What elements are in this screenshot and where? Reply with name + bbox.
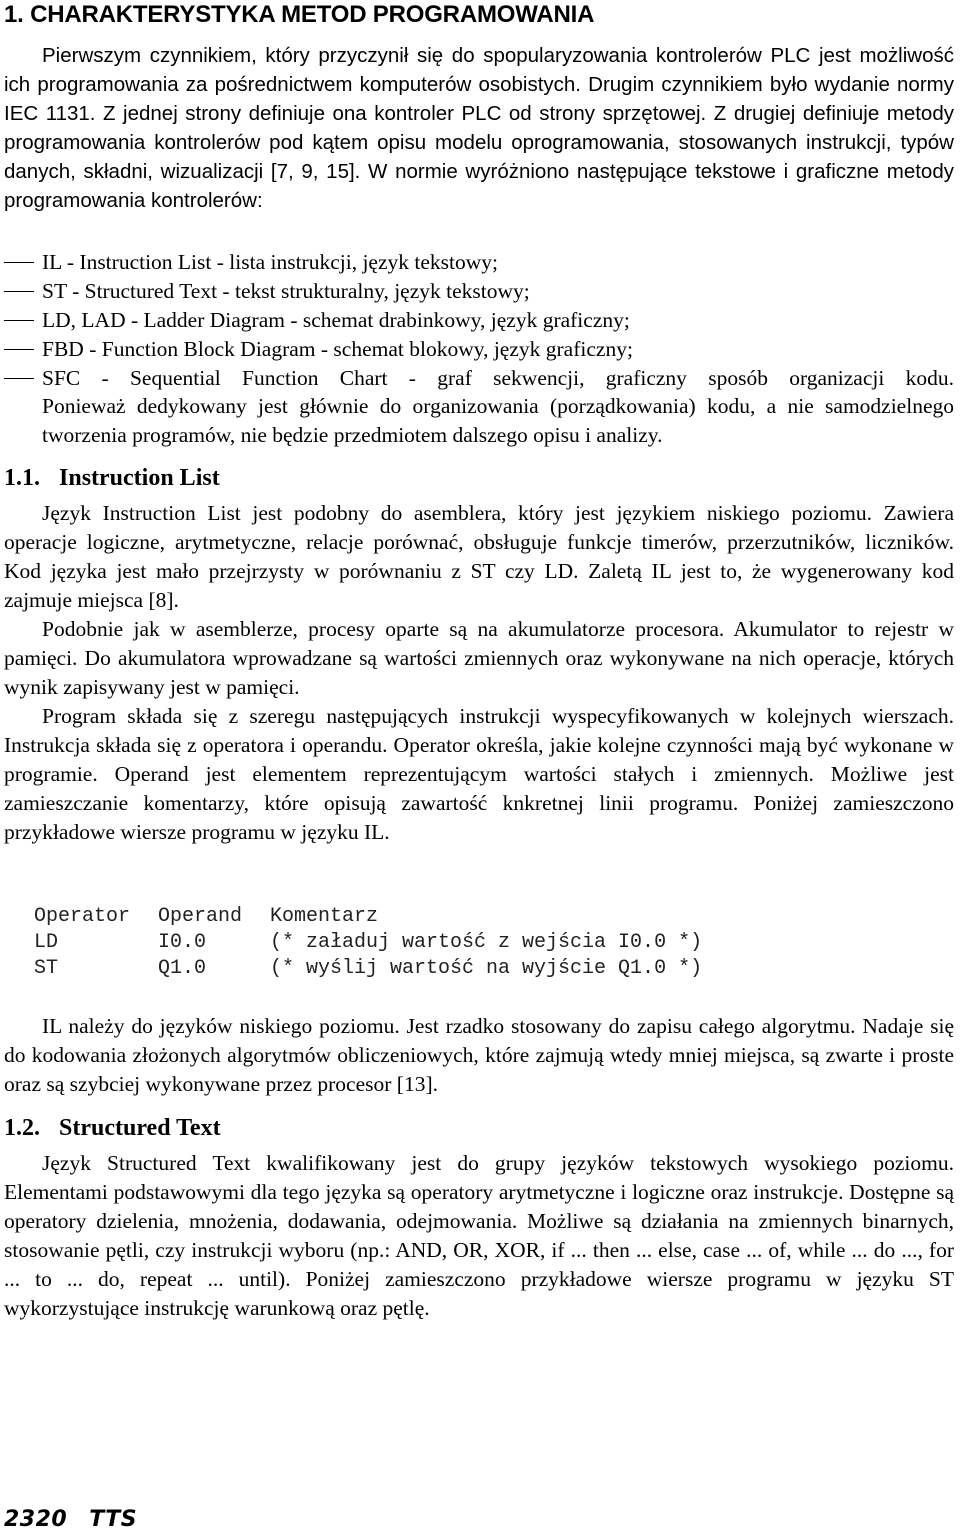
code-header-comment: Komentarz — [270, 905, 379, 928]
code-header-operand: Operand — [158, 905, 243, 928]
il-paragraph-3: Program składa się z szeregu następujących instrukcji wyspecyfikowanych w kolejnych wierszach. Instrukcja składa się z operatora i operandu. Operator określa, jakie kolejne czynności mają być wykonane w programie. Operand jest elementem reprezentującym wartości stałych i zmiennych. Możliwe jest zamieszczanie komentarzy, które opisują zawartość knkretnej linii programu. Poniżej zamieszczono przykładowe wiersze programu w języku IL. — [4, 704, 954, 844]
chapter-title: 1. CHARAKTERYSTYKA METOD PROGRAMOWANIA — [4, 1, 595, 28]
list-item — [4, 248, 954, 277]
list-item-text: SFC - Sequential Function Chart - graf sekwencji, graficzny sposób organizacji kodu. — [42, 366, 954, 390]
dash-bullet — [4, 378, 34, 379]
code-comment: (* wyślij wartość na wyjście Q1.0 *) — [270, 957, 703, 980]
code-operator: LD — [34, 931, 59, 954]
code-comment: (* załaduj wartość z wejścia I0.0 *) — [270, 931, 703, 954]
st-paragraph-1: Język Structured Text kwalifikowany jest do grupy języków tekstowych wysokiego poziomu. Elementami podstawowymi dla tego języka są operatory arytmetyczne i logiczne oraz instrukcje. Dostępne są operatory dzielenia, mnożenia, dodawania, odejmowania. Możliwe są działania na zmiennych binarnych, stosowanie pętli, czy instrukcji wyboru (np.: AND, OR, XOR, if ... then ... else, case ... of, while ... do ..., for ... to ... do, repeat ... until). Poniżej zamieszczono przykładowe wiersze programu w języku ST wykorzystujące instrukcję warunkową oraz pętlę. — [4, 1151, 954, 1320]
list-item — [4, 277, 954, 306]
intro-paragraph: Pierwszym czynnikiem, który przyczynił się do spopularyzowania kontrolerów PLC jest możliwość ich programowania za pośrednictwem komputerów osobistych. Drugim czynnikiem było wydanie normy IEC 1131. Z jednej strony definiuje ona kontroler PLC od strony sprzętowej. Z drugiej definiuje metody programowania kontrolerów pod kątem opisu modelu oprogramowania, stosowanych instrukcji, typów danych, składni, wizualizacji [7, 9, 15]. W normie wyróżniono następujące tekstowe i graficzne metody programowania kontrolerów: — [4, 44, 954, 212]
list-item-text: ST - Structured Text - tekst strukturalny, język tekstowy; — [42, 279, 530, 303]
list-item-text: IL - Instruction List - lista instrukcji, język tekstowy; — [42, 250, 498, 274]
code-row — [34, 930, 702, 956]
code-operand: I0.0 — [158, 931, 207, 954]
list-item — [4, 364, 954, 393]
list-item — [4, 335, 954, 364]
methods-list — [4, 248, 954, 393]
il-paragraph-2: Podobnie jak w asemblerze, procesy oparte są na akumulatorze procesora. Akumulator to rejestr w pamięci. Do akumulatora wprowadzane są wartości zmiennych oraz wykonywane na nich operacje, których wynik zapisywany jest w pamięci. — [4, 617, 954, 699]
journal-name: TTS — [89, 1507, 138, 1532]
list-item-text: LD, LAD - Ladder Diagram - schemat drabinkowy, język graficzny; — [42, 308, 630, 332]
page-footer — [4, 1507, 137, 1532]
page-number: 2320 — [4, 1507, 68, 1532]
il-paragraph-1: Język Instruction List jest podobny do asemblera, który jest językiem niskiego poziomu. Zawiera operacje logiczne, arytmetyczne, relacje porównać, obsługuje funkcje timerów, przerzutników, liczników. Kod języka jest mało przejrzysty w porównaniu z ST czy LD. Zaletą IL jest to, że wygenerowany kod zajmuje miejsca [8]. — [4, 501, 954, 612]
list-item-text: FBD - Function Block Diagram - schemat blokowy, język graficzny; — [42, 337, 633, 361]
section-title: Structured Text — [59, 1115, 221, 1141]
list-item — [4, 306, 954, 335]
sfc-note-paragraph: Ponieważ dedykowany jest głównie do organizowania (porządkowania) kodu, a nie samodzielnego tworzenia programów, nie będzie przedmiotem dalszego opisu i analizy. — [42, 394, 954, 447]
code-header-row — [34, 904, 702, 930]
section-heading-instruction-list — [4, 463, 220, 493]
section-number: 1.2. — [4, 1115, 40, 1141]
code-header-operator: Operator — [34, 905, 131, 928]
code-row — [34, 956, 702, 982]
dash-bullet — [4, 291, 34, 292]
dash-bullet — [4, 349, 34, 350]
code-operand: Q1.0 — [158, 957, 207, 980]
dash-bullet — [4, 320, 34, 321]
code-operator: ST — [34, 957, 59, 980]
dash-bullet — [4, 262, 34, 263]
section-number: 1.1. — [4, 465, 40, 491]
il-paragraph-4: IL należy do języków niskiego poziomu. Jest rzadko stosowany do zapisu całego algorytmu. Nadaje się do kodowania złożonych algorytmów obliczeniowych, które zajmują wtedy mniej miejsca, są zwarte i proste oraz są szybciej wykonywane przez procesor [13]. — [4, 1014, 954, 1096]
section-heading-structured-text — [4, 1113, 221, 1143]
il-code-example — [34, 904, 702, 982]
section-title: Instruction List — [59, 465, 220, 491]
